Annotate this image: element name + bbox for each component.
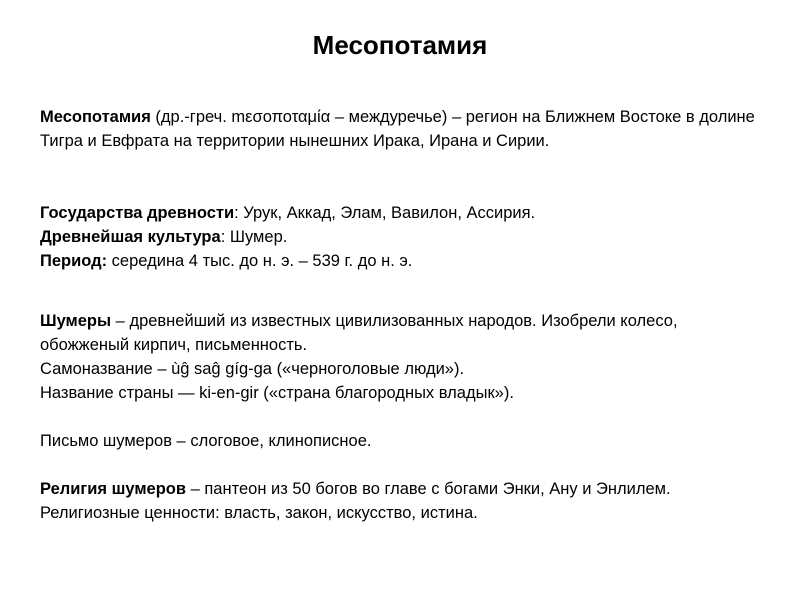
culture-value: Шумер. (229, 228, 288, 246)
page-title: Месопотамия (312, 30, 488, 60)
intro-paren-open: ( (150, 108, 161, 126)
writing-line: Письмо шумеров – слоговое, клинописное. (40, 432, 372, 450)
intro-term: Месопотамия (40, 108, 151, 126)
intro-paren-rest: – междуречье) (330, 108, 448, 126)
period-line (40, 249, 770, 273)
sumerians-block (40, 309, 770, 405)
sumerians-line (40, 309, 770, 357)
sumerians-label: Шумеры (40, 312, 112, 330)
culture-line (40, 225, 770, 249)
religion-line (40, 477, 770, 525)
religion-text: – пантеон из 50 богов во главе с богами Энки, Ану и Энлилем. Религиозные ценности: власть, закон, искусство, истина. (40, 480, 671, 522)
self-name-line: Самоназвание – ùĝ saĝ gíg-ga («черноголовые люди»). (40, 360, 465, 378)
intro-text: – регион на Ближнем Востоке в долине Тигра и Евфрата на территории нынешних Ирака, Ирана и Сирии. (40, 108, 755, 150)
states-label: Государства древности (40, 204, 235, 222)
religion-label: Религия шумеров (40, 480, 187, 498)
writing-block (40, 429, 770, 453)
intro-greek-word: mεσοποταμία (231, 108, 331, 126)
states-sep: : (234, 204, 244, 222)
intro-paragraph (40, 105, 770, 153)
sumerians-text: – древнейший из известных цивилизованных народов. Изобрели колесо, обожженый кирпич, письменность. (40, 312, 678, 354)
period-label: Период: (40, 252, 108, 270)
intro-lang: др.-греч. (160, 108, 232, 126)
culture-sep: : (220, 228, 230, 246)
facts-block (40, 201, 770, 273)
states-line (40, 201, 770, 225)
states-value: Урук, Аккад, Элам, Вавилон, Ассирия. (243, 204, 536, 222)
country-name-line: Название страны — ki-en-gir («страна благородных владык»). (40, 384, 514, 402)
period-value: середина 4 тыс. до н. э. – 539 г. до н. э. (107, 252, 413, 270)
culture-label: Древнейшая культура (40, 228, 221, 246)
religion-block (40, 477, 770, 525)
